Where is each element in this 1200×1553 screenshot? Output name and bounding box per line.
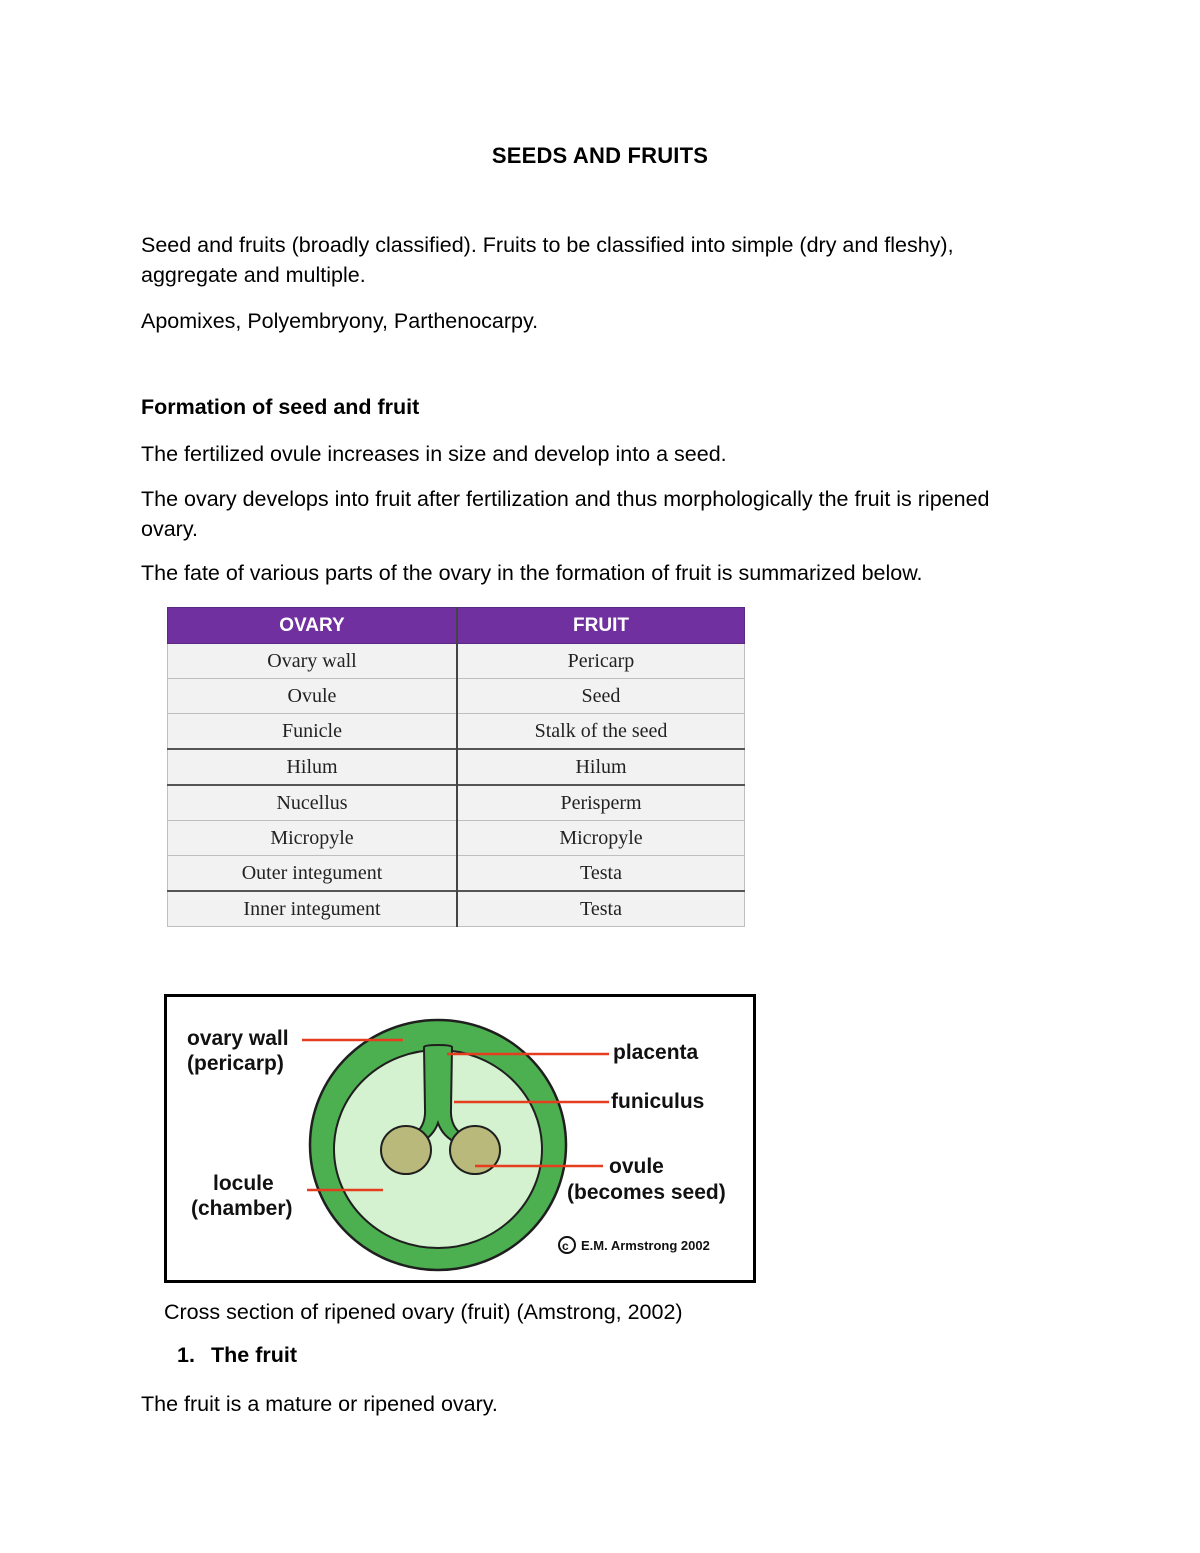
copyright-text: E.M. Armstrong 2002: [581, 1238, 710, 1253]
table-row: [168, 856, 745, 892]
column-header-fruit: FRUIT: [457, 608, 745, 644]
column-header-ovary: OVARY: [168, 608, 458, 644]
ovary-cell: Outer integument: [168, 856, 458, 892]
ovary-cell: Inner integument: [168, 891, 458, 927]
ovary-cell: Funicle: [168, 714, 458, 750]
label-pericarp: (pericarp): [187, 1052, 284, 1075]
table-row: [168, 785, 745, 821]
table-row: [168, 644, 745, 679]
table-row: [168, 749, 745, 785]
label-placenta: placenta: [613, 1041, 699, 1064]
fruit-cell: Testa: [457, 891, 745, 927]
table-row: [168, 679, 745, 714]
copyright-icon: [559, 1237, 575, 1253]
fruit-cell: Seed: [457, 679, 745, 714]
intro-topics: Apomixes, Polyembryony, Parthenocarpy.: [141, 309, 539, 333]
fruit-cell: Micropyle: [457, 821, 745, 856]
ovary-cell: Ovule: [168, 679, 458, 714]
fruit-cell: Testa: [457, 856, 745, 892]
label-ovule: ovule: [609, 1155, 664, 1178]
table-row: [168, 714, 745, 750]
ovary-cross-section-figure: [164, 994, 756, 1283]
fruit-cell: Pericarp: [457, 644, 745, 679]
svg-text:c: c: [562, 1239, 569, 1253]
list-label: The fruit: [211, 1343, 297, 1367]
figure-caption: Cross section of ripened ovary (fruit) (Amstrong, 2002): [164, 1300, 683, 1324]
ovary-cell: Nucellus: [168, 785, 458, 821]
ovule-left-shape: [381, 1126, 431, 1174]
page-title: SEEDS AND FRUITS: [491, 143, 709, 168]
closing-paragraph: The fruit is a mature or ripened ovary.: [141, 1392, 498, 1416]
fruit-cell: Hilum: [457, 749, 745, 785]
label-locule: locule: [213, 1172, 274, 1195]
ovary-diagram: [167, 997, 753, 1280]
label-becomes-seed: (becomes seed): [567, 1181, 726, 1204]
intro-paragraph: Seed and fruits (broadly classified). Fruits to be classified into simple (dry and fleshy), aggregate and multiple.: [141, 233, 954, 287]
section-heading: Formation of seed and fruit: [141, 395, 420, 419]
section-paragraph-3: The fate of various parts of the ovary in the formation of fruit is summarized below.: [141, 561, 923, 585]
fruit-cell: Perisperm: [457, 785, 745, 821]
list-item: [177, 1343, 297, 1368]
list-number: 1.: [177, 1343, 195, 1367]
table-row: [168, 891, 745, 927]
label-funiculus: funiculus: [611, 1090, 705, 1113]
fruit-cell: Stalk of the seed: [457, 714, 745, 750]
section-paragraph-2: The ovary develops into fruit after fertilization and thus morphologically the fruit is ripened ovary.: [141, 487, 990, 541]
table-header-row: [168, 608, 745, 644]
ovary-cell: Ovary wall: [168, 644, 458, 679]
ovary-fruit-table: [167, 607, 745, 927]
section-paragraph-1: The fertilized ovule increases in size and develop into a seed.: [141, 442, 727, 466]
table-row: [168, 821, 745, 856]
label-chamber: (chamber): [191, 1197, 293, 1220]
ovary-cell: Micropyle: [168, 821, 458, 856]
ovary-cell: Hilum: [168, 749, 458, 785]
label-ovary-wall: ovary wall: [187, 1027, 289, 1050]
